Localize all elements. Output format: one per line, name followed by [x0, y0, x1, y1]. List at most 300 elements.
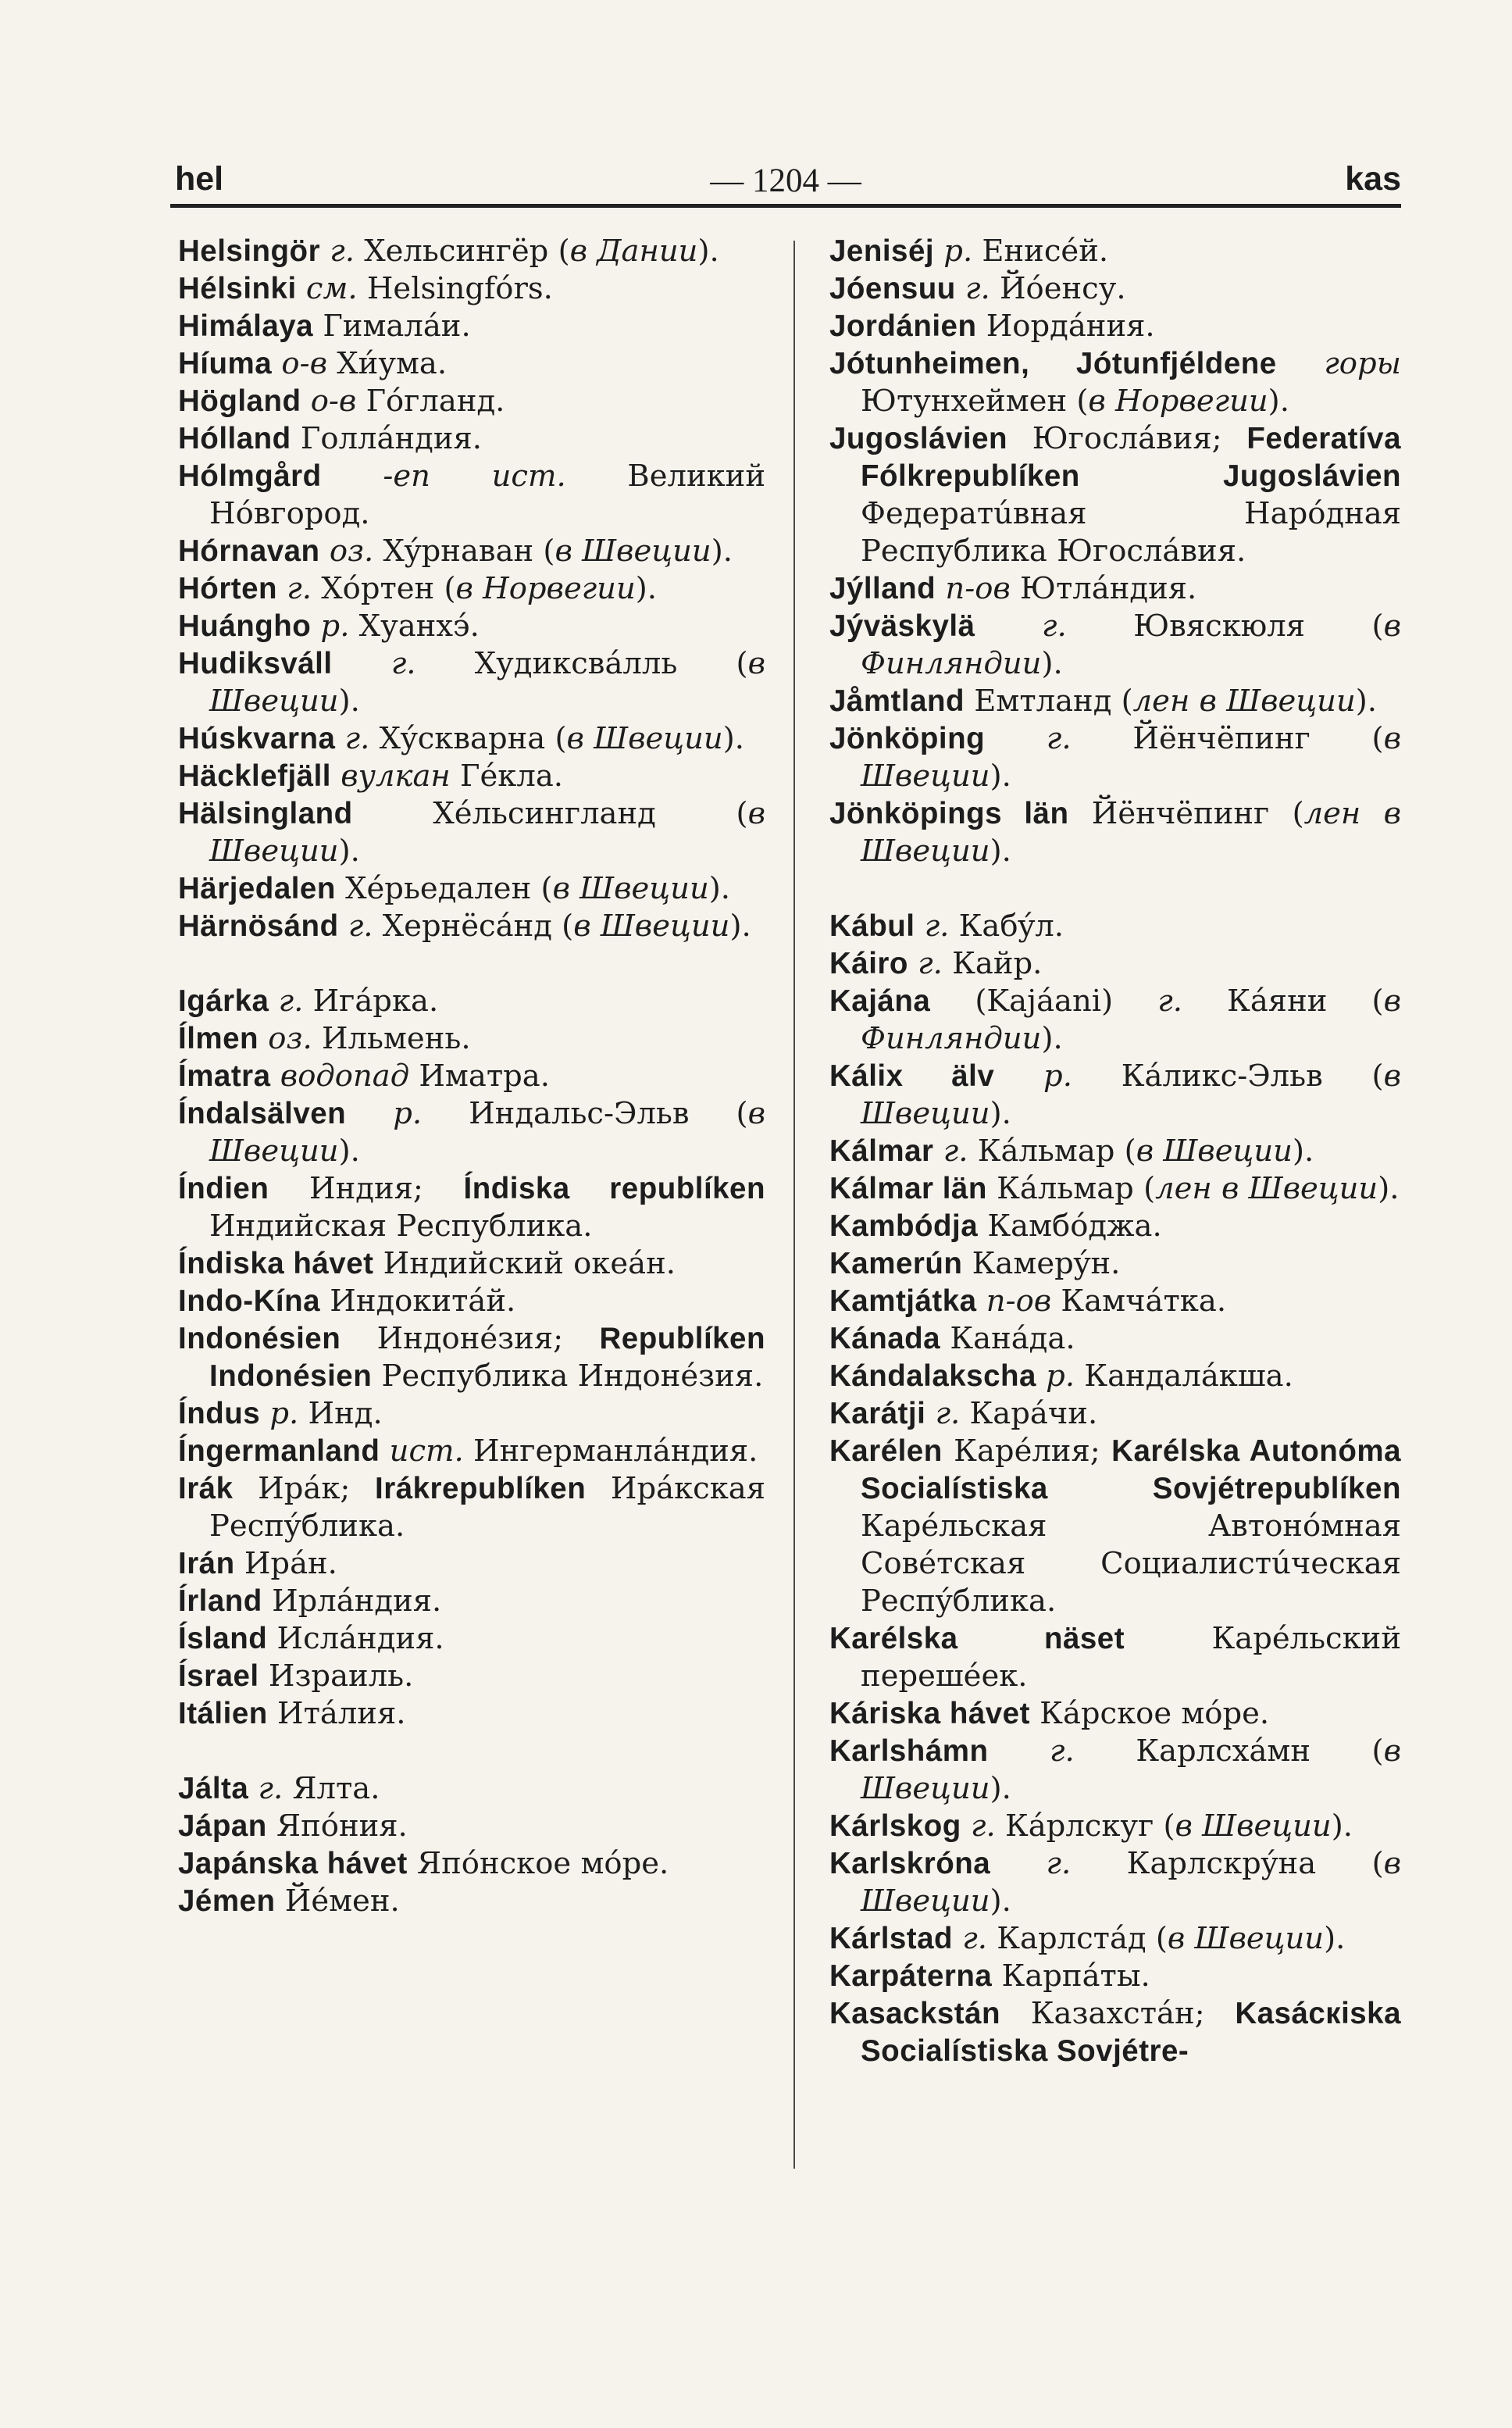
translation: Кáрлскуг (	[1004, 1809, 1175, 1844]
headword: Jýlland	[829, 572, 936, 605]
dictionary-entry	[178, 1620, 765, 1658]
grammar-label: в Швеции	[209, 646, 765, 719]
translation: (	[558, 234, 570, 269]
grammar-label: оз.	[319, 534, 383, 569]
translation: Индийский океáн.	[373, 1246, 676, 1281]
translation: Гималáи.	[313, 309, 471, 344]
translation: Карéльская Автонóмная Совéтская Социалистúческая Респýблика.	[861, 1509, 1401, 1619]
headword: Húskvarna	[178, 722, 336, 755]
dictionary-entry	[829, 1170, 1401, 1208]
translation: ).	[338, 1134, 360, 1169]
dictionary-entry	[829, 1358, 1401, 1395]
headword: Indo-Kína	[178, 1284, 320, 1318]
translation: ).	[990, 834, 1011, 869]
headword: Helsingör	[178, 234, 321, 268]
grammar-label: г.	[975, 609, 1134, 644]
headword: Ísland	[178, 1622, 268, 1655]
grammar-label: о-в	[272, 346, 337, 381]
translation: ).	[990, 759, 1011, 794]
headword: Índalsälven	[178, 1097, 347, 1130]
headword: Hórnavan	[178, 534, 320, 568]
headword: Itálien	[178, 1697, 268, 1730]
translation: ).	[729, 909, 751, 944]
dictionary-entry	[178, 383, 765, 420]
grammar-label: п-ов	[976, 1284, 1061, 1319]
grammar-label: р.	[994, 1059, 1122, 1094]
grammar-label: р.	[260, 1396, 308, 1431]
translation: Хернёсáнд (	[382, 909, 574, 944]
dictionary-entry	[178, 608, 765, 645]
grammar-label: р.	[311, 609, 359, 644]
dictionary-entry	[178, 1845, 765, 1883]
headword: Huángho	[178, 609, 312, 643]
dictionary-entry	[829, 570, 1401, 608]
dictionary-entry	[829, 1133, 1401, 1170]
headword: Jóensuu	[829, 272, 956, 305]
grammar-label: р.	[346, 1096, 469, 1131]
translation: Йéмен.	[275, 1883, 400, 1919]
headword: Hólmgård	[178, 459, 322, 493]
headword: Hélsinki	[178, 272, 297, 305]
headword: Högland	[178, 384, 301, 418]
dictionary-entry	[829, 345, 1401, 420]
translation: Карпáты.	[992, 1958, 1150, 1994]
grammar-label: в Швеции	[1175, 1809, 1332, 1844]
grammar-label: о-в	[301, 384, 366, 419]
translation: ).	[722, 721, 744, 756]
dictionary-entry	[178, 570, 765, 608]
grammar-label: г.	[320, 234, 365, 269]
headword: Jótunheimen, Jótunfjéldene	[829, 347, 1277, 380]
translation: Камбóджа.	[978, 1209, 1162, 1244]
headword: Republíken Indonésien	[209, 1322, 765, 1393]
dictionary-entry	[178, 458, 765, 533]
translation: Хýскварна (	[379, 721, 567, 756]
dictionary-entry	[178, 1470, 765, 1545]
dictionary-entry	[829, 1620, 1401, 1695]
translation: ).	[1268, 384, 1289, 419]
dictionary-entry	[178, 1095, 765, 1170]
headword: Kárlstad	[829, 1922, 954, 1955]
translation: Кáяни (	[1227, 984, 1384, 1019]
grammar-label: в Финляндии	[861, 609, 1401, 681]
headword: Karlskróna	[829, 1847, 991, 1880]
running-head	[170, 160, 1401, 208]
grammar-label: в Швеции	[1136, 1134, 1293, 1169]
headword: Federatíva Fólkrepublíken Jugoslávien	[861, 422, 1401, 493]
dictionary-entry	[829, 908, 1401, 945]
grammar-label: г.	[925, 1396, 970, 1431]
translation: Камерýн.	[962, 1246, 1121, 1281]
grammar-label: в Норвегии	[455, 571, 636, 606]
grammar-label: лен в Швеции	[1132, 684, 1356, 719]
dictionary-entry	[829, 1208, 1401, 1245]
headword: Karlshámn	[829, 1734, 989, 1768]
headword: Igárka	[178, 984, 269, 1018]
headword: Jordánien	[829, 309, 977, 343]
translation: Карáчи.	[969, 1396, 1098, 1431]
grammar-label: г.	[961, 1809, 1005, 1844]
translation: Кандалáкша.	[1084, 1359, 1293, 1394]
translation: Федератúвная Нарóдная Республика Югослáвия.	[861, 496, 1401, 569]
dictionary-entry	[178, 1695, 765, 1733]
dictionary-entry	[178, 1020, 765, 1058]
translation: Индия;	[269, 1171, 464, 1206]
grammar-label: оз.	[259, 1021, 322, 1056]
headword: Kálmar	[829, 1134, 934, 1168]
grammar-label: в Швеции	[861, 1846, 1402, 1919]
translation: ).	[1378, 1171, 1400, 1206]
grammar-label: в Швеции	[555, 534, 711, 569]
translation: ).	[1355, 684, 1378, 719]
dictionary-entry	[178, 795, 765, 870]
translation: Хóртен (	[321, 571, 456, 606]
grammar-label: г.	[915, 909, 959, 944]
translation: Хéрьедален (	[335, 871, 553, 906]
dictionary-entry	[178, 1283, 765, 1320]
grammar-label: вулкан	[330, 759, 461, 794]
dictionary-entry	[829, 795, 1401, 870]
translation: Республика Индонéзия.	[372, 1359, 764, 1394]
translation: ).	[1292, 1134, 1314, 1169]
grammar-label: в Норвегии	[1088, 384, 1268, 419]
translation: Кайр.	[952, 946, 1043, 981]
translation: Карлстáд (	[997, 1921, 1168, 1956]
grammar-label: -en ист.	[321, 459, 628, 494]
headword: Káriska hávet	[829, 1697, 1030, 1730]
translation: Ирáкская Респýблика.	[209, 1471, 765, 1544]
grammar-label: в Дании	[569, 234, 698, 269]
translation: ).	[1324, 1921, 1346, 1956]
headword: Karátji	[829, 1397, 926, 1430]
translation: ).	[697, 234, 719, 269]
grammar-label: в Швеции	[861, 1059, 1401, 1131]
grammar-label: в Швеции	[573, 909, 730, 944]
headword: Kasackstán	[829, 1997, 1001, 2030]
left-column	[178, 233, 765, 1920]
grammar-label: в Швеции	[552, 871, 709, 906]
headword: Hórten	[178, 572, 278, 605]
translation: Иматра.	[419, 1059, 550, 1094]
dictionary-entry	[178, 983, 765, 1020]
translation: Карлскрýна (	[1126, 1846, 1384, 1881]
translation: Йёнчёпинг (	[1132, 721, 1384, 756]
translation: Ирлáндия.	[262, 1584, 442, 1619]
headword: Karélska näset	[829, 1622, 1125, 1655]
translation: Индийская Республика.	[209, 1209, 593, 1244]
headword: Ímatra	[178, 1059, 271, 1093]
headword: Irák	[178, 1472, 234, 1505]
translation: Югослáвия;	[1007, 421, 1247, 456]
translation: ).	[990, 1771, 1011, 1806]
headword: Karélska Autonóma Socialístiska Sovjétrepublíken	[861, 1434, 1401, 1505]
translation: Канáда.	[940, 1321, 1075, 1356]
translation: Хéльсингланд (	[352, 796, 748, 831]
translation: Великий Нóвгород.	[209, 459, 765, 531]
headword: Írland	[178, 1584, 262, 1618]
translation: Карéлия;	[942, 1434, 1112, 1469]
grammar-label: ист.	[380, 1434, 474, 1469]
dictionary-entry	[178, 1808, 765, 1845]
dictionary-entry	[829, 1958, 1401, 1995]
dictionary-entry	[829, 1433, 1401, 1620]
grammar-label: р.	[934, 234, 982, 269]
headword: Índus	[178, 1397, 261, 1430]
dictionary-entry	[178, 720, 765, 758]
dictionary-entry	[178, 1433, 765, 1470]
dictionary-entry	[829, 945, 1401, 983]
grammar-label: лен в Швеции	[861, 796, 1402, 869]
grammar-label: см.	[296, 271, 367, 306]
dictionary-entry	[178, 1245, 765, 1283]
headword: Kambódja	[829, 1209, 979, 1243]
dictionary-entry	[829, 608, 1401, 683]
headword: Jugoslávien	[829, 422, 1008, 455]
grammar-label: лен в Швеции	[1155, 1171, 1378, 1206]
translation: Инд.	[308, 1396, 383, 1431]
translation: Израиль.	[259, 1659, 414, 1694]
translation: Худиксвáлль (	[474, 646, 748, 681]
translation: Кáльмар (	[977, 1134, 1136, 1169]
headword: Hólland	[178, 422, 291, 455]
translation: ).	[635, 571, 658, 606]
dictionary-entry	[829, 1320, 1401, 1358]
headword: Häcklefjäll	[178, 759, 331, 793]
headword: Ísrael	[178, 1659, 259, 1693]
dictionary-entry	[829, 308, 1401, 345]
grammar-label: в Швеции	[861, 1734, 1401, 1806]
headword: Irán	[178, 1547, 235, 1580]
headword: Kábul	[829, 909, 915, 943]
headword: Japánska hávet	[178, 1847, 408, 1880]
grammar-label: г.	[332, 646, 475, 681]
translation: Кáликс-Эльв (	[1121, 1059, 1384, 1094]
dictionary-entry	[178, 870, 765, 908]
translation: ).	[990, 1883, 1011, 1919]
dictionary-entry	[178, 1770, 765, 1808]
dictionary-entry	[829, 1733, 1401, 1808]
headword: Jåmtland	[829, 684, 965, 718]
translation: Индокитáй.	[320, 1284, 516, 1319]
dictionary-entry	[829, 1995, 1401, 2070]
translation: ).	[711, 534, 733, 569]
headword: Índiska republíken	[463, 1172, 765, 1205]
dictionary-entry	[829, 1058, 1401, 1133]
headword: Härjedalen	[178, 872, 336, 905]
grammar-label: г.	[277, 571, 322, 606]
grammar-label: п-ов	[936, 571, 1021, 606]
dictionary-entry	[178, 1883, 765, 1920]
translation: Иордáния.	[976, 309, 1155, 344]
headword: Kamtjátka	[829, 1284, 977, 1318]
dictionary-entry	[178, 420, 765, 458]
headword: Kárlskog	[829, 1809, 961, 1843]
dictionary-entry	[829, 1808, 1401, 1845]
grammar-label: р.	[1036, 1359, 1085, 1394]
grammar-label: г.	[985, 721, 1133, 756]
dictionary-entry	[829, 1283, 1401, 1320]
translation: Камчáтка.	[1061, 1284, 1227, 1319]
grammar-label: г.	[269, 984, 313, 1019]
translation: Карéльский перешéек.	[861, 1621, 1401, 1694]
dictionary-entry	[178, 233, 765, 270]
grammar-label: в Швеции	[209, 1096, 765, 1169]
grammar-label: г.	[990, 1846, 1127, 1881]
headword: Jápan	[178, 1809, 267, 1843]
column-divider	[793, 241, 795, 2169]
headword: Íngermanland	[178, 1434, 380, 1468]
translation: Игáрка.	[312, 984, 439, 1019]
translation: Ювяскюля (	[1133, 609, 1384, 644]
translation: Хельсингёр	[364, 234, 558, 269]
dictionary-entry	[829, 1845, 1401, 1920]
dictionary-entry	[829, 983, 1401, 1058]
translation: ).	[1041, 1021, 1063, 1056]
grammar-label: г.	[953, 1921, 997, 1956]
translation: Ирáн.	[234, 1546, 337, 1581]
headword: Káiro	[829, 947, 908, 980]
grammar-label: в Финляндии	[861, 984, 1401, 1056]
section-gap	[178, 945, 765, 983]
dictionary-entry	[829, 233, 1401, 270]
headword: Hälsingland	[178, 797, 353, 830]
dictionary-entry	[829, 720, 1401, 795]
grammar-label: водопад	[270, 1059, 419, 1094]
translation: Helsingfórs.	[366, 271, 553, 306]
dictionary-entry	[829, 1395, 1401, 1433]
translation: Казахстáн;	[1000, 1996, 1236, 2031]
translation: Ильмень.	[321, 1021, 471, 1056]
dictionary-entry	[829, 1245, 1401, 1283]
grammar-label: в Швеции	[209, 796, 765, 869]
dictionary-entry	[829, 683, 1401, 720]
headword: Índien	[178, 1172, 269, 1205]
translation: ).	[1041, 646, 1063, 681]
grammar-label: г.	[955, 271, 1000, 306]
translation: Япóния.	[266, 1809, 408, 1844]
translation: Йóенсу.	[999, 271, 1126, 306]
left-guide-word: hel	[175, 160, 224, 198]
grammar-label: г.	[988, 1734, 1136, 1769]
headword: Jýväskylä	[829, 609, 975, 643]
dictionary-entry	[829, 270, 1401, 308]
translation: Хи́ума.	[337, 346, 448, 381]
translation: Хýрнаван (	[383, 534, 555, 569]
translation: (Kajáani)	[930, 984, 1158, 1019]
grammar-label: г.	[1157, 984, 1228, 1019]
grammar-label: в Швеции	[1167, 1921, 1325, 1956]
translation: Кáльмар (	[986, 1171, 1156, 1206]
headword: Himálaya	[178, 309, 314, 343]
translation: Япóнское мóре.	[407, 1846, 669, 1881]
grammar-label: горы	[1276, 346, 1401, 381]
dictionary-entry	[178, 1170, 765, 1245]
translation: Ислáндия.	[267, 1621, 444, 1656]
headword: Jönköpings län	[829, 797, 1069, 830]
grammar-label: г.	[908, 946, 953, 981]
section-gap	[178, 1733, 765, 1770]
translation: ).	[338, 834, 360, 869]
translation: Ютунхеймен (	[861, 384, 1089, 419]
dictionary-entry	[178, 1658, 765, 1695]
dictionary-entry	[178, 645, 765, 720]
dictionary-entry	[178, 533, 765, 570]
headword: Jálta	[178, 1772, 249, 1805]
headword: Hudiksváll	[178, 647, 333, 680]
dictionary-entry	[178, 270, 765, 308]
dictionary-entry	[178, 1320, 765, 1395]
headword: Ílmen	[178, 1022, 259, 1055]
dictionary-entry	[829, 1920, 1401, 1958]
section-gap	[829, 870, 1401, 908]
dictionary-entry	[178, 308, 765, 345]
headword: Karélen	[829, 1434, 943, 1468]
dictionary-entry	[178, 908, 765, 945]
headword: Kasácкiska Socialístiska Sovjétre-	[861, 1997, 1401, 2068]
dictionary-entry	[178, 1395, 765, 1433]
right-column	[829, 233, 1401, 2070]
dictionary-entry	[829, 420, 1401, 570]
translation: Хуанхэ́.	[358, 609, 480, 644]
headword: Kálix älv	[829, 1059, 995, 1093]
translation: ).	[338, 684, 360, 719]
grammar-label: г.	[335, 721, 380, 756]
dictionary-entry	[178, 758, 765, 795]
translation: Голлáндия.	[291, 421, 483, 456]
grammar-label: г.	[933, 1134, 978, 1169]
translation: ).	[1331, 1809, 1353, 1844]
translation: Кабýл.	[958, 909, 1064, 944]
translation: Гóгланд.	[366, 384, 505, 419]
translation: ).	[708, 871, 731, 906]
dictionary-entry	[178, 345, 765, 383]
headword: Híuma	[178, 347, 273, 380]
headword: Jeniséj	[829, 234, 935, 268]
grammar-label: в Швеции	[566, 721, 723, 756]
translation: Индальс-Эльв (	[469, 1096, 748, 1131]
headword: Kálmar län	[829, 1172, 987, 1205]
headword: Kajána	[829, 984, 931, 1018]
translation: Енисéй.	[982, 234, 1109, 269]
headword: Kánada	[829, 1322, 941, 1355]
headword: Irákrepublíken	[375, 1472, 587, 1505]
page-number: — 1204 —	[710, 162, 861, 199]
grammar-label: в Швеции	[861, 721, 1402, 794]
grammar-label: г.	[338, 909, 383, 944]
dictionary-entry	[178, 1545, 765, 1583]
translation: Ирáк;	[233, 1471, 376, 1506]
translation: Ютлáндия.	[1020, 571, 1197, 606]
translation: Йёнчёпинг (	[1068, 796, 1304, 831]
headword: Indonésien	[178, 1322, 341, 1355]
grammar-label: г.	[248, 1771, 293, 1806]
translation: Кáрское мóре.	[1029, 1696, 1270, 1731]
headword: Härnösánd	[178, 909, 339, 943]
headword: Índiska hávet	[178, 1247, 374, 1280]
translation: Ингерманлáндия.	[473, 1434, 758, 1469]
translation: Емтланд (	[965, 684, 1133, 719]
headword: Karpáterna	[829, 1959, 993, 1993]
headword: Kamerún	[829, 1247, 963, 1280]
headword: Jémen	[178, 1884, 276, 1918]
translation: Индонéзия;	[341, 1321, 600, 1356]
translation: Итáлия.	[267, 1696, 406, 1731]
headword: Kándalakscha	[829, 1359, 1036, 1393]
translation: Карлсхáмн (	[1136, 1734, 1384, 1769]
dictionary-entry	[829, 1695, 1401, 1733]
translation: Гéкла.	[460, 759, 564, 794]
headword: Jönköping	[829, 722, 986, 755]
